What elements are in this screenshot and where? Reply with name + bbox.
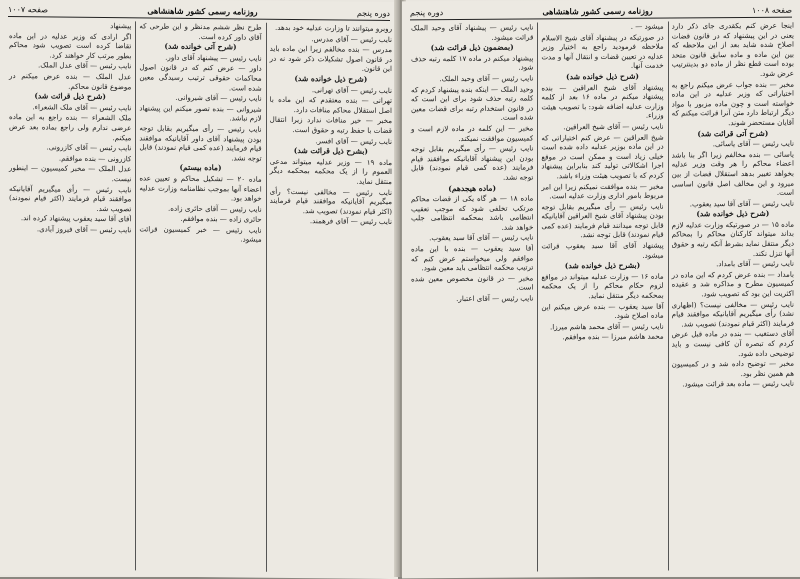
paragraph: مخبر — بنده موافقت نمیکنم زیرا این امر مربوط بامور اداری وزارت عدلیه است. (541, 181, 664, 201)
section-heading: (بمضمون ذیل قرائت شد) (430, 42, 514, 53)
column-l2 (135, 21, 261, 571)
paragraph: نایب رئیس — رأی میگیریم بقابل توجه بودن پیشنهاد آقای شیخ العراقین آقایانیکه قابل توجه میدانند قیام فرمایند (عده کمی قیام نمودند) قابل توجه نشد. (541, 201, 664, 240)
right-header-left: دوره پنجم (410, 7, 444, 17)
paragraph: شیخ العراقین — عرض کنم اختیاراتی که در این ماده بوزیر عدلیه داده شده است خیلی زیاد است و ممکن است در موقع اجرا اشکالاتی تولید کند بنابراین پیشنهاد کردم که با تصویب هیئت وزراء باشد. (541, 132, 664, 181)
section-heading: (بشرح ذیل خوانده شد) (564, 260, 641, 271)
paragraph: نایب رئیس — آقای شیروانی. (175, 92, 262, 103)
paragraph: شیروانی — بنده تصور میکنم این پیشنهاد لازم نباشد. (139, 103, 262, 124)
left-header-left: صفحه ۱۰۰۷ (8, 4, 49, 14)
section-heading: (شرح آتی خوانده شد) (164, 41, 237, 52)
section-heading: (شرح آتی قرائت شد) (697, 128, 769, 138)
paragraph: نایب رئیس — آقای حائری زاده. (168, 203, 262, 214)
paragraph: نایب رئیس — رأی میگیریم آقایانیکه موافقند قیام فرمایند (اکثر قیام نمودند) تصویب شد. (9, 183, 132, 213)
paragraph: پیشنهاد آقای آقا سید یعقوب قرائت میشود. (541, 240, 664, 260)
paragraph: نایب رئیس — پیشنهاد آقای وحید الملک قرائت میشود. (411, 22, 534, 42)
paragraph: نایب رئیس — آقای ملک الشعراء. (32, 102, 132, 113)
paragraph: نایب رئیس — آقای بامداد. (716, 258, 794, 269)
paragraph: پیشنهاد میکنم در ماده ۱۷ کلمه رتبه حذف شود. (411, 53, 534, 72)
paragraph: ماده ۱۸ — هر گاه یکی از قضات محاکم مرتکب تخلفی شود که موجب تعقیب انتظامی باشد بمحکمه انتظامی جلب خواهد شد. (411, 193, 534, 232)
right-page (402, 0, 800, 578)
section-heading: (بشرح ذیل قرائت شد) (293, 146, 368, 156)
section-heading: (شرح ذیل خوانده شد) (696, 209, 770, 219)
paragraph: آقای دستغیب — بنده در ماده قبل عرض کردم که تبصره آن کافی نیست و باید توضیحی داده شود. (671, 329, 794, 358)
paragraph: عدل الملک — بنده عرض میکنم در موضوع قانون محاکم. (9, 70, 132, 91)
paragraph: تهرانی — بنده معتقدم که این ماده با اصل استقلال محاکم منافات دارد. (269, 94, 392, 115)
paragraph: نایب رئیس — آقای فرهمند. (309, 216, 392, 227)
paragraph: حائری زاده — بنده موافقم. (180, 214, 262, 224)
section-heading: (شرح ذیل خوانده شد) (566, 71, 639, 82)
paragraph: مدرس — بنده مخالفم زیرا این ماده باید در قانون اصول تشکیلات ذکر شود نه در این قانون. (269, 43, 392, 74)
paragraph: نایب رئیس — ماده بعد قرائت میشود. (682, 379, 794, 389)
column-r3 (408, 22, 533, 572)
section-heading: (ماده هیجدهم) (448, 183, 497, 193)
paragraph: نایب رئیس — آقای تهرانی. (311, 84, 392, 95)
paragraph: اگر ارادی که وزیر عدلیه در این ماده تقاضا کرده است تصویب شود محاکم بطور مرتب کار خواهند کرد. (9, 30, 132, 61)
paragraph: آقای آقا سید یعقوب پیشنهاد کرده اند. (20, 213, 132, 224)
left-header-right: دوره پنجم (356, 8, 390, 18)
paragraph: ملک الشعراء — بنده راجع به این ماده عرضی ندارم ولی راجع بماده بعد عرض میکنم. (9, 112, 132, 142)
paragraph: روبرو میتوانند تا وزارت عدلیه خود بدهد. (275, 22, 392, 34)
paragraph: عدل الملک — مخبر کمیسیون — اینطور نیست. (9, 163, 132, 184)
paragraph: آقا سید یعقوب — بنده با این ماده موافقم ولی میخواستم عرض کنم که ترتیب محکمه انتظامی باید معین شود. (411, 243, 534, 273)
left-page-columns (6, 20, 392, 573)
paragraph: مخبر — بنده جواب عرض میکنم راجع به اختیاراتی که وزیر عدلیه در این ماده خواسته است و چون ماده مزبور با مواد دیگر ارتباط دارد متن آنرا قرائت میکنم که آقایان مستحضر شوند. (671, 79, 794, 128)
left-header-title: روزنامه رسمی کشور شاهنشاهی (147, 5, 258, 17)
paragraph: نایب رئیس — پیشنهاد آقای داور. (165, 52, 262, 63)
section-heading: (شرح ذیل خوانده شد) (294, 73, 368, 84)
paragraph: نایب رئیس — آقای فیروز آبادی. (36, 224, 132, 235)
right-page-header (410, 3, 792, 21)
paragraph: مخبر — این کلمه در ماده لازم است و کمیسیون موافقت نمیکند. (411, 123, 534, 143)
paragraph: نایب رئیس — مخالفی نیست؟ رأی میگیریم آقایانیکه موافقند قیام فرمایند (اکثر قیام نمودند) تصویب شد. (269, 186, 392, 216)
paragraph: نایب رئیس — آقای وحید الملک. (439, 73, 534, 84)
column-l1 (266, 23, 392, 573)
paragraph: بامداد — بنده عرض کردم که این ماده در کمیسیون مطرح و مذاکره شد و عقیده اکثریت این بود که تصویب شود. (671, 269, 794, 299)
paragraph: کازرونی — بنده موافقم. (58, 153, 132, 164)
paragraph: در صورتیکه در پیشنهاد آقای شیخ الاسلام ملاحظه فرمودید راجع به اختیار وزیر عدلیه در تعیین قضات و انتقال آنها و مدت خدمت آنها. (541, 32, 664, 71)
paragraph: ماده ۱۵ — در صورتیکه وزارت عدلیه لازم بداند میتواند کارکنان محاکم را بمحاکم دیگر منتقل نماید بشرط آنکه رتبه و حقوق آنها تنزل نکند. (671, 219, 794, 258)
paragraph: میشود — . (630, 21, 664, 31)
paragraph: نایب رئیس — آقای کازرونی. (46, 142, 132, 153)
paragraph: نایب رئیس — مخالفی نیست؟ (اظهاری نشد) رأی میگیریم آقایانیکه موافقند قیام فرمایند (اکثر قیام نمودند) تصویب شد. (671, 299, 794, 329)
right-page-columns (408, 21, 794, 573)
paragraph: پیشنهاد آقای شیخ العراقین — بنده پیشنهاد میکنم در ماده ۱۶ بعد از کلمه وزارت عدلیه اضافه شود: با تصویب هیئت وزراء. (541, 82, 664, 121)
paragraph: وحید الملک — اینکه بنده پیشنهاد کردم که کلمه رتبه حذف شود برای این است که در قانون استخدام رتبه برای قضات معین شده است. (411, 84, 534, 123)
paragraph: نایب رئیس — آقای محمد هاشم میرزا. (550, 321, 664, 332)
paragraph: نایب رئیس — آقای آقا سید یعقوب. (429, 232, 534, 243)
left-page (0, 0, 398, 579)
paragraph: نایب رئیس — آقای عدل الملک. (37, 60, 132, 71)
paragraph: نایب رئیس — آقای مدرس. (311, 33, 392, 44)
paragraph: نایب رئیس — رأی میگیریم بقابل توجه بودن این پیشنهاد آقایانیکه موافقند قیام فرمایند (عده کمی قیام نمودند) قابل توجه نشد. (411, 143, 534, 182)
right-header-title: روزنامه رسمی کشور شاهنشاهی (542, 5, 653, 17)
left-page-header (8, 2, 390, 21)
paragraph: نایب رئیس — رأی میگیریم بقابل توجه بودن پیشنهاد آقای داور آقایانیکه موافقند قیام فرمایند (عده کمی قیام نمودند) قابل توجه نشد. (139, 123, 262, 163)
column-l3 (6, 20, 131, 570)
paragraph: آقا سید یعقوب — بنده عرض میکنم این ماده اصلاح شود. (541, 301, 664, 321)
paragraph: مخبر — توضیح داده شد و در کمیسیون هم همین نظر بود. (671, 358, 794, 378)
paragraph: نایب رئیس — آقای یاسائی. (712, 138, 794, 149)
paragraph: داور — عرض کنم که در قانون اصول محاکمات حقوقی ترتیب رسیدگی معین شده است. (139, 62, 262, 93)
paragraph: یاسائی — بنده مخالفم زیرا اگر بنا باشد اعضاء محاکم را هر وقت وزیر عدلیه بخواهد تغییر بدهد استقلال قضات از بین میرود و این مخالف اصل قانون اساسی است. (671, 149, 794, 197)
paragraph: پیشنهاد (110, 21, 132, 31)
paragraph: ماده ۱۶ — وزارت عدلیه میتواند در مواقع لزوم حکام محاکم را از یک محکمه بمحکمه دیگر منتقل نماید. (541, 271, 664, 301)
paragraph: نایب رئیس — خبر کمیسیون قرائت میشود. (139, 224, 262, 245)
column-r1 (668, 21, 794, 571)
paragraph: مخبر — در قانون مخصوص معین شده است. (411, 273, 534, 293)
paragraph: نایب رئیس — آقای شیخ العراقین. (563, 121, 664, 132)
section-heading: (شرح ذیل قرائت شد) (34, 91, 107, 102)
paragraph: مخبر — خیر منافات ندارد زیرا انتقال قضات با حفظ رتبه و حقوق است. (269, 115, 392, 135)
paragraph: محمد هاشم میرزا — بنده موافقم. (562, 331, 664, 342)
paragraph: اینجا عرض کنم یکقدری جای ذکر دارد یعنی در این پیشنهاد که در قانون قضات اصلاح شده شاید بعد از این ملاحظه که بین این ماده و ماده سابق قانون متحد بوده است قطع نظر از ماده دو بدینترتیب عرض شود. (671, 20, 794, 78)
right-header-right: صفحه ۱۰۰۸ (751, 5, 792, 15)
paragraph: نایب رئیس — آقای آقا سید یعقوب. (689, 198, 794, 209)
section-heading: (ماده بیستم) (179, 163, 222, 173)
paragraph: طرح نظر ششم مدنظر و این طرحی که آقای داور کرده است. (139, 21, 262, 42)
paragraph: ماده ۲۰ — تشکیل محاکم و تعیین عده اعضاء آنها بموجب نظامنامه وزارت عدلیه خواهد بود. (139, 173, 262, 203)
paragraph: نایب رئیس — آقای اعتبار. (456, 293, 534, 304)
column-r2 (537, 22, 663, 572)
paragraph: نایب رئیس — آقای افسر. (315, 135, 392, 146)
paragraph: ماده ۱۹ — وزیر عدلیه میتواند مدعی العموم را از یک محکمه بمحکمه دیگر منتقل نماید. (269, 156, 392, 186)
